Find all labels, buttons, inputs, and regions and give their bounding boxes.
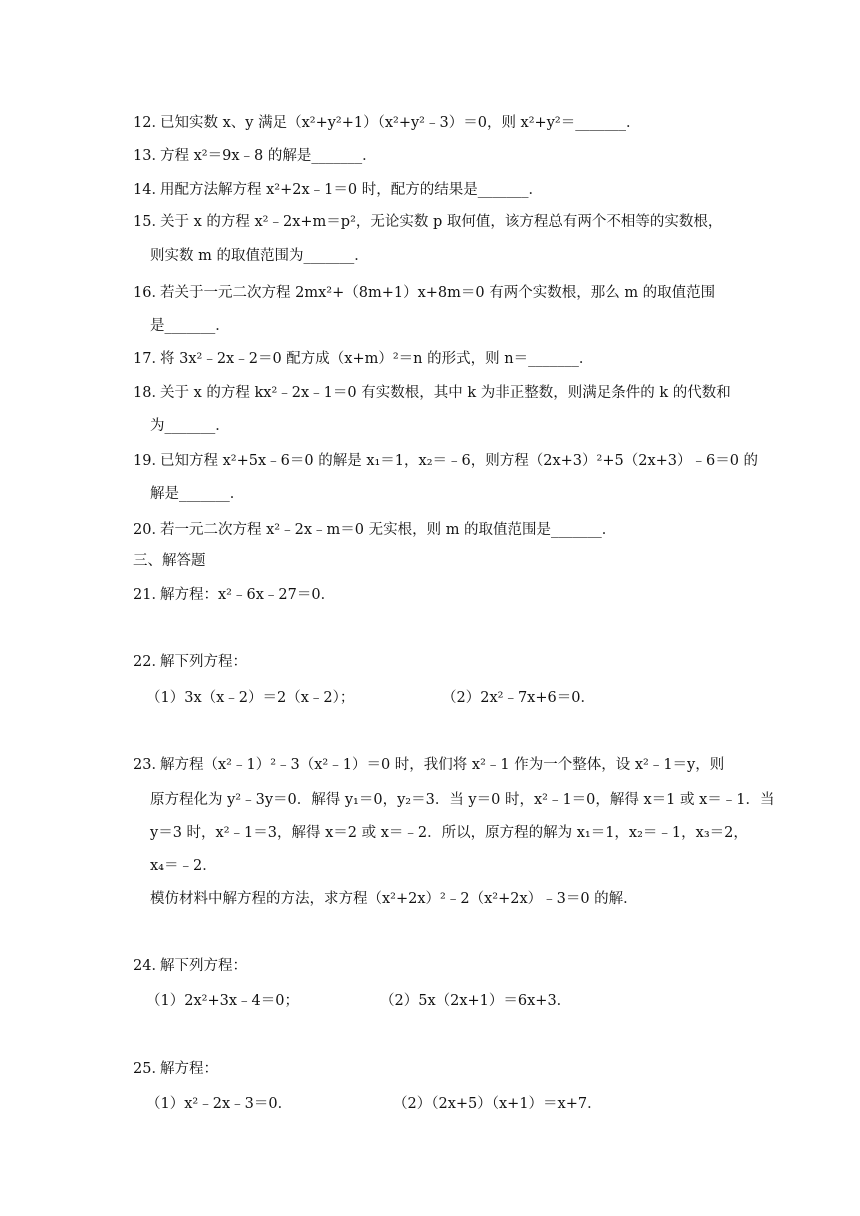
question-text: 若关于一元二次方程 2mx²+（8m+1）x+8m＝0 有两个实数根，那么 m 的取值范围 bbox=[160, 285, 716, 301]
question-text: 用配方法解方程 x²+2x﹣1＝0 时，配方的结果是_______． bbox=[160, 182, 543, 198]
question-number: 17． bbox=[133, 351, 166, 367]
question-text: 已知实数 x、y 满足（x²+y²+1）（x²+y²﹣3）＝0，则 x²+y²＝_______． bbox=[160, 115, 641, 131]
question-text: 解方程：x²﹣6x﹣27＝0． bbox=[160, 587, 336, 603]
question-text: 将 3x²﹣2x﹣2＝0 配方成（x+m）²＝n 的形式，则 n＝_______． bbox=[160, 351, 594, 367]
question-number: 23． bbox=[133, 757, 166, 773]
question-text: 若一元二次方程 x²﹣2x﹣m＝0 无实根，则 m 的取值范围是_______． bbox=[160, 522, 617, 538]
section-title: 三、解答题 bbox=[133, 553, 206, 569]
question-text-continued: y＝3 时，x²﹣1＝3，解得 x＝2 或 x＝﹣2．所以，原方程的解为 x₁＝1，x₂＝﹣1，x₃＝2， bbox=[150, 825, 748, 841]
question-text: 方程 x²＝9x﹣8 的解是_______． bbox=[160, 148, 377, 164]
question-text-continued: 解是_______． bbox=[150, 486, 245, 502]
question-text-continued: 原方程化为 y²﹣3y＝0．解得 y₁＝0，y₂＝3．当 y＝0 时，x²﹣1＝0，解得 x＝1 或 x＝﹣1．当 bbox=[150, 792, 775, 808]
question-text-continued: x₄＝﹣2． bbox=[150, 858, 217, 874]
question-text-continued: 模仿材料中解方程的方法，求方程（x²+2x）²﹣2（x²+2x）﹣3＝0 的解． bbox=[150, 891, 638, 907]
question-number: 21． bbox=[133, 587, 166, 603]
question-number: 22． bbox=[133, 654, 166, 670]
question-number: 19． bbox=[133, 453, 166, 469]
question-number: 16． bbox=[133, 285, 166, 301]
question-number: 25． bbox=[133, 1061, 166, 1077]
question-text: 已知方程 x²+5x﹣6＝0 的解是 x₁＝1，x₂＝﹣6，则方程（2x+3）²+5（2x+3）﹣6＝0 的 bbox=[160, 453, 759, 469]
question-text-continued: 是_______． bbox=[150, 318, 230, 334]
question-text: 解方程（x²﹣1）²﹣3（x²﹣1）＝0 时，我们将 x²﹣1 作为一个整体，设 x²﹣1＝y，则 bbox=[160, 757, 725, 773]
question-number: 13． bbox=[133, 148, 166, 164]
sub-question-1: （1）3x（x﹣2）＝2（x﹣2）； bbox=[146, 690, 355, 706]
question-number: 14． bbox=[133, 182, 166, 198]
question-number: 20． bbox=[133, 522, 166, 538]
question-number: 15． bbox=[133, 214, 166, 230]
question-text: 解方程： bbox=[160, 1061, 218, 1077]
question-text: 解下列方程： bbox=[160, 958, 247, 974]
sub-question-2: （2）（2x+5）（x+1）＝x+7． bbox=[393, 1096, 602, 1112]
question-number: 12． bbox=[133, 115, 166, 131]
question-text: 关于 x 的方程 x²﹣2x+m＝p²，无论实数 p 取何值，该方程总有两个不相等的实数根， bbox=[160, 214, 723, 230]
sub-question-2: （2）5x（2x+1）＝6x+3． bbox=[380, 993, 572, 1009]
sub-question-2: （2）2x²﹣7x+6＝0． bbox=[442, 690, 595, 706]
sub-question-1: （1）2x²+3x﹣4＝0； bbox=[146, 993, 299, 1009]
question-text-continued: 为_______． bbox=[150, 418, 230, 434]
question-number: 18． bbox=[133, 385, 166, 401]
question-text: 解下列方程： bbox=[160, 654, 247, 670]
question-text: 关于 x 的方程 kx²﹣2x﹣1＝0 有实数根，其中 k 为非正整数，则满足条件的 k 的代数和 bbox=[160, 385, 731, 401]
question-text-continued: 则实数 m 的取值范围为_______． bbox=[150, 248, 369, 264]
sub-question-1: （1）x²﹣2x﹣3＝0． bbox=[146, 1096, 293, 1112]
question-number: 24． bbox=[133, 958, 166, 974]
